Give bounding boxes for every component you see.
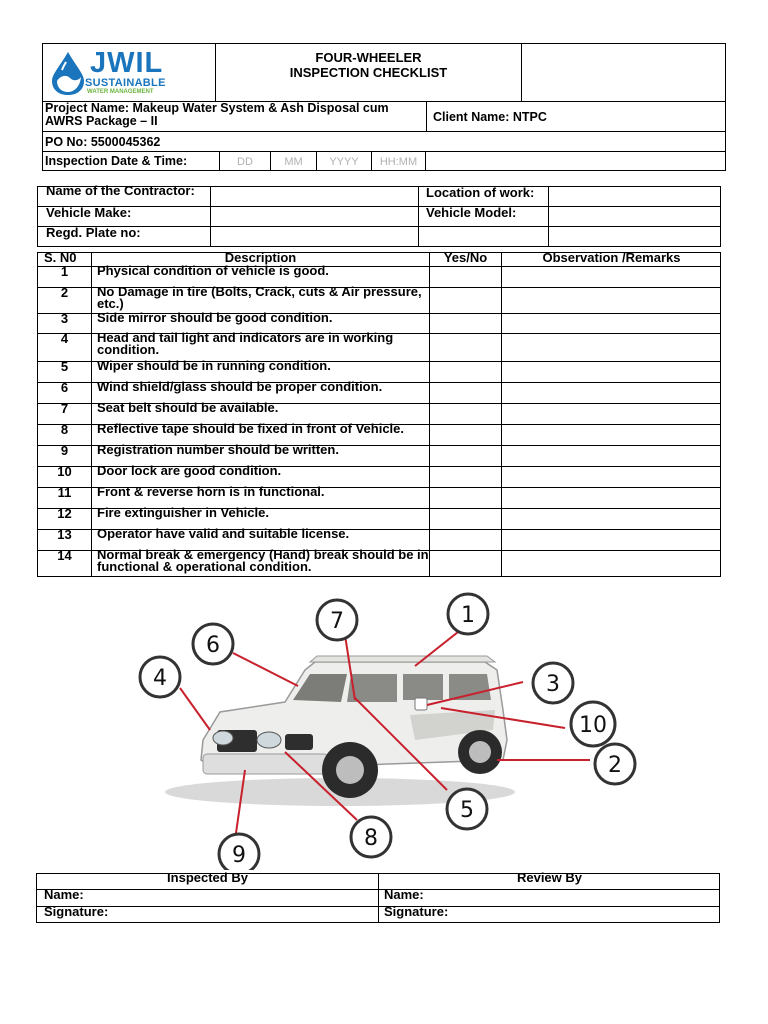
- row-number: 8: [60, 422, 69, 437]
- row-description: Physical condition of vehicle is good.: [97, 263, 329, 278]
- row-description: Reflective tape should be fixed in front of Vehicle.: [97, 421, 405, 436]
- client-name: Client Name: NTPC: [433, 110, 547, 124]
- divider: [42, 151, 726, 152]
- inspector-signature-label: Signature:: [44, 904, 109, 919]
- logo-tagline: WATER MANAGEMENT: [87, 89, 154, 95]
- remarks-field[interactable]: [502, 362, 720, 382]
- contractor-field[interactable]: [211, 187, 417, 206]
- yes-no-field[interactable]: [430, 334, 500, 361]
- col-header-description: Description: [224, 250, 297, 265]
- row-description: Door lock are good condition.: [97, 463, 282, 478]
- remarks-field[interactable]: [502, 446, 720, 466]
- reviewer-signature-label: Signature:: [384, 904, 449, 919]
- row-description: Registration number should be written.: [97, 442, 339, 457]
- remarks-field[interactable]: [502, 551, 720, 577]
- reviewer-name-label: Name:: [384, 887, 424, 902]
- yes-no-field[interactable]: [430, 404, 500, 424]
- row-description: Normal break & emergency (Hand) break should be in functional & operational condition.: [97, 547, 429, 574]
- remarks-field[interactable]: [502, 314, 720, 333]
- row-description: Operator have valid and suitable license.: [97, 526, 350, 541]
- yes-no-field[interactable]: [430, 467, 500, 487]
- po-number: PO No: 5500045362: [45, 135, 161, 149]
- rear-rim: [469, 741, 491, 763]
- row-number: 7: [60, 401, 69, 416]
- date-day-field[interactable]: DD: [237, 156, 253, 168]
- form-title-line1: FOUR-WHEELER: [315, 50, 422, 65]
- side-mirror: [415, 698, 427, 710]
- callout-3: 3: [546, 672, 560, 697]
- remarks-field[interactable]: [502, 288, 720, 313]
- time-field[interactable]: HH:MM: [379, 156, 418, 168]
- callout-5: 5: [460, 798, 474, 823]
- inspector-name-field[interactable]: [90, 890, 377, 906]
- rear-window: [403, 674, 443, 700]
- callout-6: 6: [206, 633, 220, 658]
- remarks-field[interactable]: [502, 334, 720, 361]
- yes-no-field[interactable]: [430, 362, 500, 382]
- contractor-label: Name of the Contractor:: [46, 183, 195, 198]
- reviewer-name-field[interactable]: [430, 890, 719, 906]
- vehicle-roof: [310, 656, 495, 662]
- callout-4: 4: [153, 666, 167, 691]
- date-month-field[interactable]: MM: [284, 156, 303, 168]
- inspection-date-label: Inspection Date & Time:: [45, 154, 188, 168]
- callout-2: 2: [608, 753, 622, 778]
- row-number: 4: [60, 331, 69, 346]
- row-number: 12: [57, 506, 72, 521]
- row-description: Seat belt should be available.: [97, 400, 279, 415]
- reviewer-signature-field[interactable]: [452, 907, 719, 922]
- callout-7: 7: [330, 609, 344, 634]
- row-number: 14: [57, 548, 72, 563]
- col-header-remarks: Observation /Remarks: [542, 250, 681, 265]
- divider: [42, 131, 726, 132]
- yes-no-field[interactable]: [430, 288, 500, 313]
- inspector-signature-field[interactable]: [112, 907, 377, 922]
- row-description: Side mirror should be good condition.: [97, 310, 333, 325]
- divider: [418, 186, 419, 247]
- remarks-field[interactable]: [502, 404, 720, 424]
- row-number: 5: [60, 359, 69, 374]
- callout-8: 8: [364, 826, 378, 851]
- callout-10: 10: [579, 713, 607, 738]
- yes-no-field[interactable]: [430, 509, 500, 529]
- callout-9: 9: [232, 843, 246, 868]
- yes-no-field[interactable]: [430, 314, 500, 333]
- headlight-left: [213, 731, 233, 745]
- row-number: 9: [60, 443, 69, 458]
- col-header-sno: S. N0: [44, 250, 77, 265]
- row-number: 10: [57, 464, 72, 479]
- front-rim: [336, 756, 364, 784]
- row-number: 3: [60, 311, 69, 326]
- vehicle-illustration: [135, 590, 645, 870]
- yes-no-field[interactable]: [430, 383, 500, 403]
- row-description: Wiper should be in running condition.: [97, 358, 331, 373]
- row-number: 2: [60, 285, 69, 300]
- yes-no-field[interactable]: [430, 488, 500, 508]
- headlight-right: [257, 732, 281, 748]
- remarks-field[interactable]: [502, 509, 720, 529]
- plate-label: Regd. Plate no:: [46, 225, 141, 240]
- project-name: Project Name: Makeup Water System & Ash Disposal cum AWRS Package – II: [45, 101, 389, 128]
- row-number: 6: [60, 380, 69, 395]
- row-number: 13: [57, 527, 72, 542]
- vehicle-model-field[interactable]: [549, 207, 720, 226]
- row-description: Head and tail light and indicators are in working condition.: [97, 330, 394, 357]
- logo-wordmark: JWIL: [90, 47, 164, 79]
- remarks-field[interactable]: [502, 425, 720, 445]
- divider: [521, 43, 522, 102]
- row-description: Front & reverse horn is in functional.: [97, 484, 325, 499]
- yes-no-field[interactable]: [430, 425, 500, 445]
- remarks-field[interactable]: [502, 488, 720, 508]
- row-number: 1: [60, 264, 69, 279]
- remarks-field[interactable]: [502, 383, 720, 403]
- yes-no-field[interactable]: [430, 530, 500, 550]
- col-header-yesno: Yes/No: [443, 250, 488, 265]
- water-drop-icon: [48, 50, 88, 96]
- row-description: No Damage in tire (Bolts, Crack, cuts & Air pressure, etc.): [97, 284, 422, 311]
- row-number: 11: [57, 485, 72, 500]
- yes-no-field[interactable]: [430, 446, 500, 466]
- yes-no-field[interactable]: [430, 267, 500, 287]
- divider: [426, 101, 427, 131]
- row-description: Wind shield/glass should be proper condition.: [97, 379, 383, 394]
- location-field[interactable]: [549, 187, 720, 206]
- callout-1: 1: [461, 603, 475, 628]
- vehicle-make-label: Vehicle Make:: [46, 205, 132, 220]
- row-description: Fire extinguisher in Vehicle.: [97, 505, 269, 520]
- remarks-field[interactable]: [502, 530, 720, 550]
- remarks-field[interactable]: [502, 467, 720, 487]
- inspector-name-label: Name:: [44, 887, 84, 902]
- logo-subtitle: SUSTAINABLE: [85, 77, 166, 89]
- vehicle-model-label: Vehicle Model:: [426, 205, 517, 220]
- grille-side: [285, 734, 313, 750]
- divider: [425, 151, 426, 171]
- location-label: Location of work:: [426, 185, 535, 200]
- vehicle-make-field[interactable]: [211, 207, 417, 226]
- form-title-line2: INSPECTION CHECKLIST: [289, 65, 448, 80]
- review-by-header: Review By: [516, 870, 583, 885]
- remarks-field[interactable]: [502, 267, 720, 287]
- bumper: [203, 754, 328, 774]
- date-year-field[interactable]: YYYY: [329, 156, 359, 168]
- plate-field[interactable]: [211, 227, 417, 246]
- yes-no-field[interactable]: [430, 551, 500, 577]
- inspected-by-header: Inspected By: [167, 870, 248, 885]
- back-window: [449, 674, 491, 700]
